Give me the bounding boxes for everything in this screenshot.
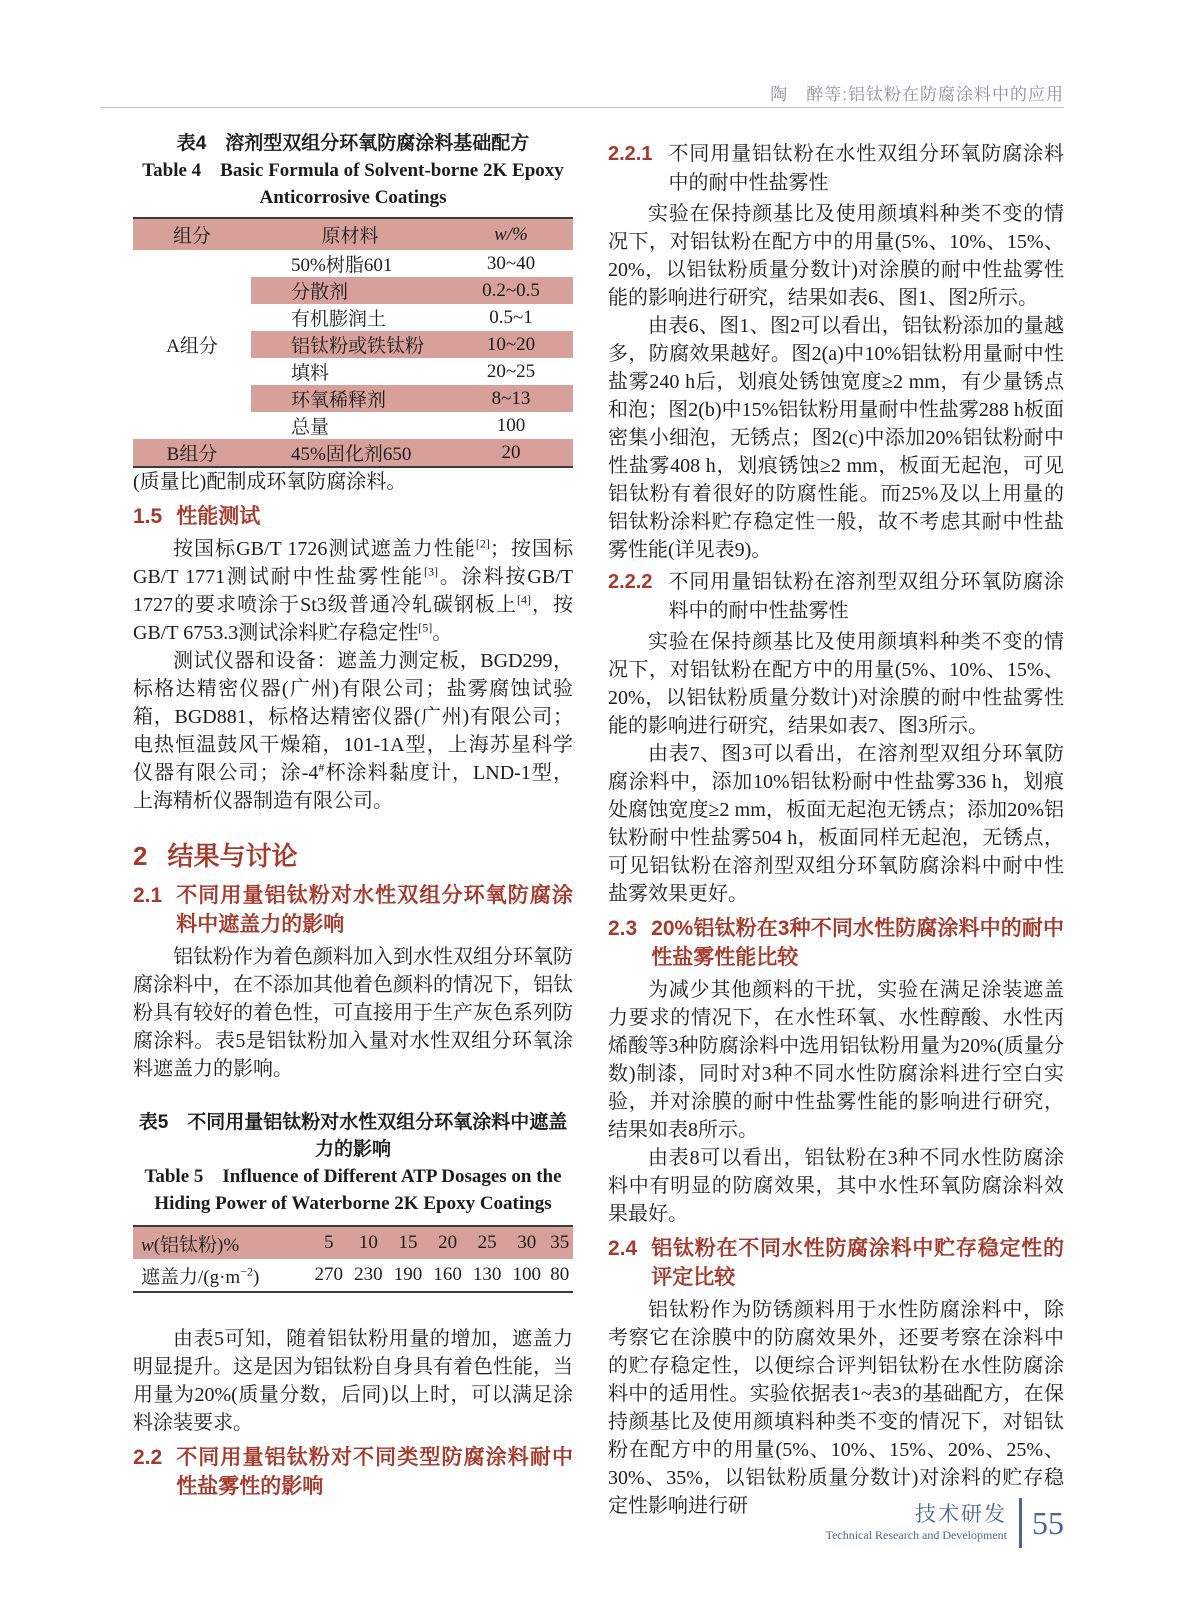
table5-header-row xyxy=(133,1226,573,1259)
table4-cell-value: 20 xyxy=(449,439,573,467)
page-footer xyxy=(826,1498,1064,1548)
superscript: −2 xyxy=(240,1264,253,1279)
section-heading-2-4 xyxy=(608,1234,1064,1292)
footer-section-cn: 技术研发 xyxy=(915,1503,1007,1526)
footer-section-label xyxy=(826,1504,1007,1542)
table4-header-w: w/% xyxy=(449,218,573,250)
section-heading-2-3 xyxy=(608,914,1064,972)
section-heading-2 xyxy=(133,839,573,873)
section-number: 1.5 xyxy=(133,505,163,528)
table5-value: 80 xyxy=(550,1264,570,1285)
table5-caption-en: Table 5 Influence of Different ATP Dosages on the Hiding Power of Waterborne 2K Epoxy Coatings xyxy=(144,1166,562,1214)
citation-ref: [5] xyxy=(418,620,433,635)
table5-dosage: 15 xyxy=(388,1226,428,1259)
paragraph: 铝钛粉作为防锈颜料用于水性防腐涂料中，除考察它在涂膜中的防腐效果外，还要考察在涂料中的贮存稳定性，以便综合评判铝钛粉在水性防腐涂料中的适用性。实验依据表1~表3的基础配方，在保持颜基比及使用颜填料种类不变的情况下，对铝钛粉在配方中的用量(5%、10%、15%、20%、25%、30%、35%，以铝钛粉质量分数计)对涂料的贮存稳定性影响进行研 xyxy=(608,1299,1064,1517)
section-number: 2.1 xyxy=(133,884,163,907)
text-run: 测试仪器和设备：遮盖力测定板，BGD299，标格达精密仪器(广州)有限公司；盐雾腐蚀试验箱，BGD881，标格达精密仪器(广州)有限公司；电热恒温鼓风干燥箱，101-1A型，上海苏星科学仪器有限公司；涂-4 xyxy=(133,650,573,784)
table4-header-material: 原材料 xyxy=(251,218,449,250)
text-run: 遮盖力/(g·m xyxy=(141,1266,241,1288)
section-title: 结果与讨论 xyxy=(167,841,298,871)
table5-value: 190 xyxy=(393,1264,423,1285)
table5-value: 100 xyxy=(512,1264,542,1285)
table4-cell-value: 10~20 xyxy=(449,331,573,358)
footer-section-en: Technical Research and Development xyxy=(825,1528,1007,1542)
paragraph-mix-ratio: (质量比)配制成环氧防腐涂料。 xyxy=(133,471,407,493)
text-run: (铝钛粉)% xyxy=(153,1234,240,1256)
table4-caption-en: Table 4 Basic Formula of Solvent-borne 2K Epoxy Anticorrosive Coatings xyxy=(142,160,564,208)
paragraph: 由表6、图1、图2可以看出，铝钛粉添加的量越多，防腐效果越好。图2(a)中10%铝钛粉用量耐中性盐雾240 h后，划痕处锈蚀宽度≥2 mm，有少量锈点和泡；图2(b)中15%铝钛粉用量耐中性盐雾288 h板面密集小细泡，无锈点；图2(c)中添加20%铝钛粉耐中性盐雾408 h，划痕锈蚀≥2 mm，板面无起泡，可见铝钛粉有着很好的防腐性能。而25%及以上用量的铝钛粉涂料贮存稳定性一般，故不考虑其耐中性盐雾性能(详见表9)。 xyxy=(608,315,1064,561)
table5-hiding-label xyxy=(133,1259,309,1292)
table-row xyxy=(133,439,573,467)
table4 xyxy=(133,217,573,468)
right-column xyxy=(608,130,1064,1520)
footer-divider-bar xyxy=(1019,1498,1022,1548)
text-run: 杯涂料黏度计，LND-1型，上海精析仪器制造有限公司。 xyxy=(133,762,573,812)
table4-cell-value: 20~25 xyxy=(486,360,536,382)
table4-cell-material: 45%固化剂650 xyxy=(251,439,449,467)
text-run: ；按国标GB/T 1771测试耐中性盐雾性能 xyxy=(133,538,574,588)
section-title: 性能测试 xyxy=(176,505,261,528)
section-number: 2.4 xyxy=(608,1237,638,1260)
text-run: ) xyxy=(253,1266,260,1288)
table4-cell-value: 30~40 xyxy=(486,252,536,274)
text-run: 。 xyxy=(432,622,453,644)
table5-dosage: 5 xyxy=(309,1226,349,1259)
table5-value: 270 xyxy=(314,1264,344,1285)
table5-value: 130 xyxy=(472,1264,502,1285)
table4-header-row xyxy=(133,218,573,250)
table4-cell-material: 总量 xyxy=(291,417,330,438)
table5-value: 160 xyxy=(433,1264,462,1285)
citation-ref: [4] xyxy=(516,592,531,607)
paragraph: 为减少其他颜料的干扰，实验在满足涂装遮盖力要求的情况下，在水性环氧、水性醇酸、水性丙烯酸等3种防腐涂料中选用铝钛粉用量为20%(质量分数)制漆，同时对3种不同水性防腐涂料进行空白实验，并对涂膜的耐中性盐雾性能的影响进行研究，结果如表8所示。 xyxy=(608,979,1064,1141)
table5-dosage: 25 xyxy=(467,1226,507,1259)
table4-caption-cn: 表4 溶剂型双组分环氧防腐涂料基础配方 xyxy=(176,133,530,154)
section-heading-1-5 xyxy=(133,502,573,531)
paragraph: 由表7、图3可以看出，在溶剂型双组分环氧防腐涂料中，添加10%铝钛粉耐中性盐雾336 h，划痕处腐蚀宽度≥2 mm，板面无起泡无锈点；添加20%铝钛粉耐中性盐雾504 h，板面同样无起泡，无锈点，可见铝钛粉在溶剂型双组分环氧防腐涂料中耐中性盐雾效果更好。 xyxy=(608,743,1064,905)
table4-cell-material: 分散剂 xyxy=(251,277,449,304)
section-heading-2-2 xyxy=(133,1443,573,1501)
table5-dosage: 10 xyxy=(349,1226,389,1259)
text-run: ，按GB/T 6753.3测试涂料贮存稳定性 xyxy=(133,594,574,644)
table4-cell-material: 有机膨润土 xyxy=(291,309,387,330)
table4-group-a: A组分 xyxy=(166,336,218,357)
table5-value-row xyxy=(133,1259,573,1292)
section-number: 2.2.1 xyxy=(608,143,653,165)
table4-cell-value: 0.2~0.5 xyxy=(449,277,573,304)
header-rule xyxy=(100,107,1064,108)
table4-cell-value: 8~13 xyxy=(449,385,573,412)
paragraph-table5-discussion: 由表5可知，随着铝钛粉用量的增加，遮盖力明显提升。这是因为铝钛粉自身具有着色性能，当用量为20%(质量分数，后同)以上时，可以满足涂料涂装要求。 xyxy=(133,1328,573,1434)
table5-dosage-label xyxy=(133,1226,309,1259)
table4-cell-material: 环氧稀释剂 xyxy=(251,385,449,412)
page-number: 55 xyxy=(1032,1505,1064,1541)
table4-cell-material: 填料 xyxy=(291,363,330,384)
left-column xyxy=(133,130,573,1505)
text-run: 按国标GB/T 1726测试遮盖力性能 xyxy=(173,538,476,560)
citation-ref: [3] xyxy=(423,564,438,579)
table5-caption-cn: 表5 不同用量铝钛粉对水性双组分环氧涂料中遮盖力的影响 xyxy=(138,1112,568,1160)
table5 xyxy=(133,1225,573,1293)
section-number: 2.3 xyxy=(608,917,638,940)
paragraph-test-standards xyxy=(133,535,573,647)
running-header: 陶 醉等:铝钛粉在防腐涂料中的应用 xyxy=(770,85,1064,104)
table5-value: 230 xyxy=(354,1264,383,1285)
table5-dosage: 20 xyxy=(428,1226,468,1259)
section-title: 不同用量铝钛粉在溶剂型双组分环氧防腐涂料中的耐中性盐雾性 xyxy=(668,571,1064,622)
table5-dosage: 35 xyxy=(547,1226,573,1259)
table5-dosage: 30 xyxy=(507,1226,547,1259)
section-title: 不同用量铝钛粉对水性双组分环氧防腐涂料中遮盖力的影响 xyxy=(176,884,573,936)
table4-cell-value: 0.5~1 xyxy=(489,306,533,328)
table4-header-component: 组分 xyxy=(133,218,251,250)
section-title: 铝钛粉在不同水性防腐涂料中贮存稳定性的评定比较 xyxy=(651,1237,1064,1289)
paragraph-hiding-power: 铝钛粉作为着色颜料加入到水性双组分环氧防腐涂料中，在不添加其他着色颜料的情况下，铝钛粉具有较好的着色性，可直接用于生产灰色系列防腐涂料。表5是铝钛粉加入量对水性双组分环氧涂料遮盖力的影响。 xyxy=(133,946,573,1080)
paragraph: 实验在保持颜基比及使用颜填料种类不变的情况下，对铝钛粉在配方中的用量(5%、10%、15%、20%，以铝钛粉质量分数计)对涂膜的耐中性盐雾性能的影响进行研究，结果如表7、图3所示。 xyxy=(608,631,1064,737)
section-number: 2 xyxy=(133,841,148,871)
table-row xyxy=(133,250,573,277)
text-run: w xyxy=(141,1234,154,1256)
section-number: 2.2.2 xyxy=(608,571,653,593)
section-title: 20%铝钛粉在3种不同水性防腐涂料中的耐中性盐雾性能比较 xyxy=(651,917,1064,969)
text-run: 。涂料按GB/T 1727的要求喷涂于St3级普通冷轧碳钢板上 xyxy=(133,566,573,616)
paragraph: 实验在保持颜基比及使用颜填料种类不变的情况下，对铝钛粉在配方中的用量(5%、10%、15%、20%，以铝钛粉质量分数计)对涂膜的耐中性盐雾性能的影响进行研究，结果如表6、图1、图2所示。 xyxy=(608,203,1064,309)
section-title: 不同用量铝钛粉在水性双组分环氧防腐涂料中的耐中性盐雾性 xyxy=(668,143,1064,194)
paragraph-instruments xyxy=(133,647,573,815)
table4-cell-value: 100 xyxy=(496,414,526,436)
section-heading-2-2-1 xyxy=(608,140,1064,198)
section-heading-2-2-2 xyxy=(608,568,1064,626)
section-title: 不同用量铝钛粉对不同类型防腐涂料耐中性盐雾性的影响 xyxy=(176,1446,573,1498)
table4-cell-material: 50%树脂601 xyxy=(291,255,393,276)
section-heading-2-1 xyxy=(133,881,573,939)
citation-ref: [2] xyxy=(475,536,490,551)
paragraph: 由表8可以看出，铝钛粉在3种不同水性防腐涂料中有明显的防腐效果，其中水性环氧防腐涂料效果最好。 xyxy=(608,1147,1064,1225)
superscript: # xyxy=(318,760,325,775)
section-number: 2.2 xyxy=(133,1446,163,1469)
table4-cell-material: 铝钛粉或铁钛粉 xyxy=(251,331,449,358)
table4-group-b: B组分 xyxy=(133,439,251,467)
